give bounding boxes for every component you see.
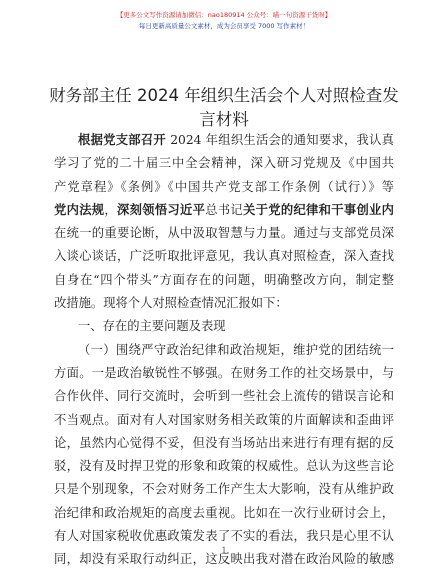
intro-line-1 <box>54 129 394 152</box>
section-heading <box>54 315 394 338</box>
intro-bold-lead: 根据党支部召开 <box>78 133 167 147</box>
intro-line-2: 学习了党的二十届三中全会精神，深入研习党规及《中国共 <box>54 156 394 171</box>
document-title-line-2: 言材料 <box>199 110 249 129</box>
document-title-line-1: 财务部主任 2024 年组织生活会个人对照检查发 <box>49 86 399 105</box>
document-body <box>54 129 394 572</box>
paragraph-1-line-8: 治纪律和政治规矩的高度去重视。比如在一次行业研讨会上， <box>54 505 394 520</box>
intro-bold-phrase: 关于党的纪律和干事创业内 <box>243 202 394 217</box>
intro-line-8: 改措施。现将个人对照检查情况汇报如下： <box>54 296 288 311</box>
paragraph-1 <box>54 339 394 572</box>
promo-banner-line-1: 【更多公文写作资源请加微信：nao180914 公众号：喵一句资源干货呀】 <box>116 11 332 19</box>
paragraph-1-line-1: （一）围绕严守政治纪律和政治规矩，维护党的团结统一 <box>78 342 394 357</box>
paragraph-1-line-5: 论，虽然内心觉得不妥，但没有当场站出来进行有理有据的反 <box>54 435 394 450</box>
paragraph-1-line-3: 合作伙伴、同行交流时，会听到一些社会上流传的错误言论和 <box>54 389 394 404</box>
intro-text: 总书记 <box>205 202 244 217</box>
intro-bold-phrase: 深刻领悟习近平 <box>117 202 206 217</box>
promo-banner <box>0 10 448 32</box>
document-title <box>40 84 408 132</box>
intro-line-6: 入谈心谈话，广泛听取批评意见，我认真对照检查，深入查找 <box>54 249 394 264</box>
intro-bold-phrase: 党内法规 <box>54 202 105 217</box>
paragraph-1-line-10: 同，却没有采取行动纠正，这反映出我对潜在政治风险的敏感 <box>54 552 394 567</box>
section-heading-text: 一、存在的主要问题及表现 <box>78 319 226 334</box>
intro-line-4 <box>54 199 394 222</box>
paragraph-1-line-4: 不当观点。面对有人对国家财务相关政策的片面解读和歪曲评 <box>54 412 394 427</box>
intro-line-5: 在统一的重要论断，从中汲取智慧与力量。通过与支部党员深 <box>54 226 394 241</box>
intro-line-7: 自身在“四个带头”方面存在的问题，明确整改方向，制定整 <box>54 272 394 287</box>
page-number: 1 <box>221 546 227 555</box>
promo-banner-line-2: 每日更新高质量公文素材，成为会员享受 7000 写作素材！ <box>138 22 310 30</box>
paragraph-1-line-7: 只是个别现象，不会对财务工作产生太大影响，没有从维护政 <box>54 482 394 497</box>
paragraph-1-line-9: 有人对国家税收优惠政策发表了不实的看法，我只是心里不认 <box>54 529 394 544</box>
intro-text: 2024 年组织生活会的通知要求，我认真 <box>166 133 394 147</box>
paragraph-1-line-6: 驳，没有及时捍卫党的形象和政策的权威性。总认为这些言论 <box>54 459 394 474</box>
paragraph-1-line-2: 方面。一是政治敏锐性不够强。在财务工作的社交场景中，与 <box>54 365 394 380</box>
intro-text: ， <box>104 202 118 217</box>
intro-paragraph <box>54 129 394 315</box>
intro-line-3: 产党章程》《条例》《中国共产党支部工作条例（试行）》等 <box>54 179 394 194</box>
